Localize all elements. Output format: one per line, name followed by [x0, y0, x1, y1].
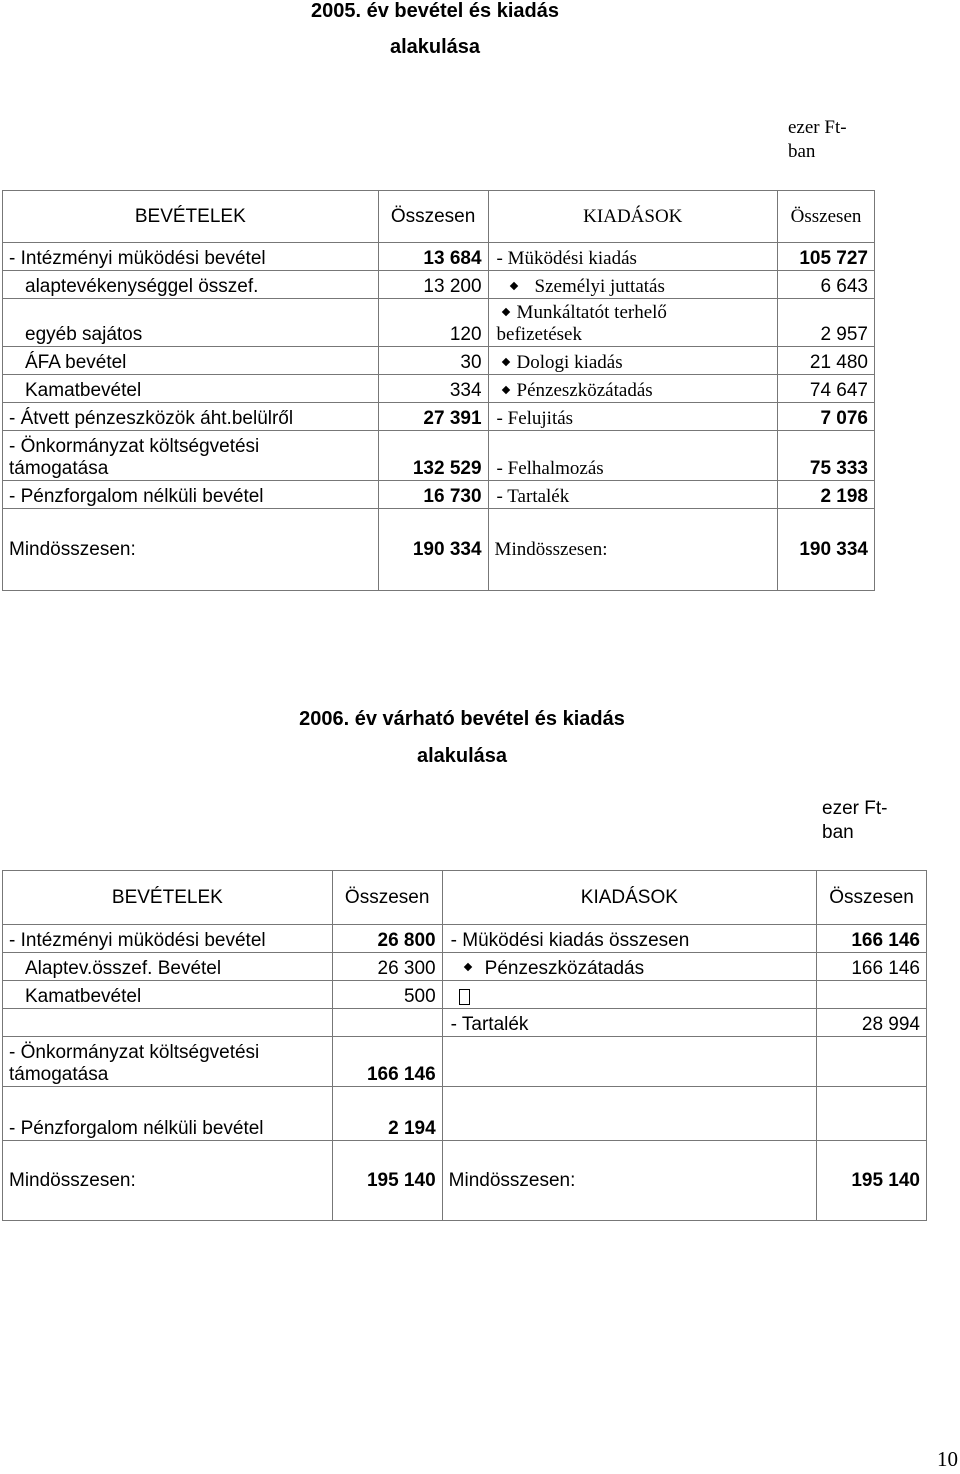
section2-title-line2: alakulása — [416, 745, 508, 767]
expense-label: - Tartalék — [488, 481, 778, 509]
expense-value: 166 146 — [817, 953, 927, 981]
revenue-value: 13 200 — [378, 271, 488, 299]
revenue-value: 13 684 — [378, 243, 488, 271]
expense-value: 7 076 — [778, 403, 875, 431]
revenue-label-line1: - Önkormányzat költségvetési — [9, 1042, 260, 1063]
expense-value: 105 727 — [778, 243, 875, 271]
expense-grand-total: 190 334 — [778, 509, 875, 591]
expense-label — [488, 347, 778, 375]
expense-value-empty — [817, 1037, 927, 1087]
expense-label — [442, 953, 816, 981]
section1-table — [2, 190, 875, 591]
revenue-label: - Intézményi müködési bevétel — [3, 925, 333, 953]
expense-value: 21 480 — [778, 347, 875, 375]
expense-label — [488, 271, 778, 299]
section2-unit-line1: ezer Ft- — [822, 798, 888, 819]
revenue-value: 27 391 — [378, 403, 488, 431]
page-number: 10 — [937, 1447, 958, 1471]
revenue-value-empty — [332, 1009, 442, 1037]
revenue-label: Kamatbevétel — [3, 375, 379, 403]
expense-label: - Müködési kiadás — [488, 243, 778, 271]
section2-header-row — [3, 871, 927, 925]
revenue-label: Kamatbevétel — [3, 981, 333, 1009]
section1-unit-line2: ban — [788, 141, 816, 162]
revenue-total-header: Összesen — [332, 871, 442, 925]
revenue-label-line2: támogatása — [9, 1064, 109, 1085]
revenue-label: egyéb sajátos — [3, 299, 379, 347]
expense-total-header: Összesen — [817, 871, 927, 925]
table-row — [3, 1009, 927, 1037]
revenue-value: 166 146 — [332, 1037, 442, 1087]
expense-grand-total: 195 140 — [817, 1141, 927, 1221]
expense-value: 6 643 — [778, 271, 875, 299]
revenue-label-line1: - Önkormányzat költségvetési — [9, 436, 260, 457]
expense-value: 74 647 — [778, 375, 875, 403]
revenue-total-header: Összesen — [378, 191, 488, 243]
revenue-label: - Pénzforgalom nélküli bevétel — [3, 481, 379, 509]
section1-title-line2: alakulása — [389, 36, 481, 58]
revenue-label-line2: támogatása — [9, 458, 109, 479]
revenue-label: alaptevékenységgel összef. — [3, 271, 379, 299]
table-row — [3, 299, 875, 347]
table-row — [3, 1037, 927, 1087]
revenue-label — [3, 1037, 333, 1087]
revenue-header: BEVÉTELEK — [3, 191, 379, 243]
revenue-value: 334 — [378, 375, 488, 403]
expense-label-text: Pénzeszközátadás — [516, 380, 653, 401]
expense-label-text: Személyi juttatás — [534, 276, 665, 297]
revenue-label: ÁFA bevétel — [3, 347, 379, 375]
total-row — [3, 1141, 927, 1221]
expense-label-empty — [442, 981, 816, 1009]
table-row — [3, 243, 875, 271]
expense-value: 2 957 — [778, 299, 875, 347]
expense-label-line2: befizetések — [496, 324, 582, 345]
expense-label: - Felhalmozás — [488, 431, 778, 481]
section1-header-row — [3, 191, 875, 243]
revenue-value: 26 300 — [332, 953, 442, 981]
bullet-diamond-icon — [501, 386, 509, 394]
revenue-label — [3, 431, 379, 481]
expense-label-empty — [442, 1087, 816, 1141]
table-row — [3, 431, 875, 481]
revenue-header: BEVÉTELEK — [3, 871, 333, 925]
revenue-total-label: Mindösszesen: — [3, 509, 379, 591]
table-row — [3, 375, 875, 403]
total-row — [3, 509, 875, 591]
revenue-value: 30 — [378, 347, 488, 375]
revenue-value: 26 800 — [332, 925, 442, 953]
revenue-label: - Intézményi müködési bevétel — [3, 243, 379, 271]
table-row — [3, 981, 927, 1009]
expense-total-header: Összesen — [778, 191, 875, 243]
bullet-diamond-icon — [463, 963, 471, 971]
table-row — [3, 347, 875, 375]
section1-unit-line1: ezer Ft- — [788, 117, 847, 138]
section1-unit — [788, 116, 847, 164]
revenue-grand-total: 195 140 — [332, 1141, 442, 1221]
table-row — [3, 953, 927, 981]
table-row — [3, 925, 927, 953]
bullet-diamond-icon — [501, 308, 509, 316]
expense-label — [488, 299, 778, 347]
section2-unit-line2: ban — [822, 822, 854, 843]
revenue-label: - Pénzforgalom nélküli bevétel — [3, 1087, 333, 1141]
table-row — [3, 481, 875, 509]
expense-value: 2 198 — [778, 481, 875, 509]
table-row — [3, 403, 875, 431]
expense-label: - Müködési kiadás összesen — [442, 925, 816, 953]
revenue-value: 2 194 — [332, 1087, 442, 1141]
expense-value: 166 146 — [817, 925, 927, 953]
expense-label: - Tartalék — [442, 1009, 816, 1037]
bullet-diamond-icon — [501, 358, 509, 366]
expense-value: 75 333 — [778, 431, 875, 481]
expense-value-empty — [817, 1087, 927, 1141]
expense-header: KIADÁSOK — [488, 191, 778, 243]
table-row — [3, 271, 875, 299]
section2-title-line1: 2006. év várható bevétel és kiadás — [299, 708, 625, 730]
expense-total-label: Mindösszesen: — [488, 509, 778, 591]
empty-box-icon — [459, 989, 470, 1005]
expense-label: - Felujitás — [488, 403, 778, 431]
revenue-label: Alaptev.összef. Bevétel — [3, 953, 333, 981]
expense-value-empty — [817, 981, 927, 1009]
expense-label-empty — [442, 1037, 816, 1087]
section2-table — [2, 870, 927, 1221]
expense-header: KIADÁSOK — [442, 871, 816, 925]
revenue-value: 132 529 — [378, 431, 488, 481]
table-row — [3, 1087, 927, 1141]
revenue-value: 500 — [332, 981, 442, 1009]
revenue-value: 16 730 — [378, 481, 488, 509]
expense-value: 28 994 — [817, 1009, 927, 1037]
revenue-value: 120 — [378, 299, 488, 347]
bullet-diamond-icon — [509, 282, 517, 290]
revenue-label: - Átvett pénzeszközök áht.belülről — [3, 403, 379, 431]
revenue-label-empty — [3, 1009, 333, 1037]
revenue-grand-total: 190 334 — [378, 509, 488, 591]
expense-label-text: Pénzeszközátadás — [484, 958, 645, 979]
expense-label-line1: Munkáltatót terhelő — [516, 302, 667, 323]
expense-label — [488, 375, 778, 403]
revenue-total-label: Mindösszesen: — [3, 1141, 333, 1221]
section1-title-line1: 2005. év bevétel és kiadás — [311, 0, 559, 22]
section2-unit — [822, 797, 887, 845]
expense-label-text: Dologi kiadás — [516, 352, 623, 373]
expense-total-label: Mindösszesen: — [442, 1141, 816, 1221]
